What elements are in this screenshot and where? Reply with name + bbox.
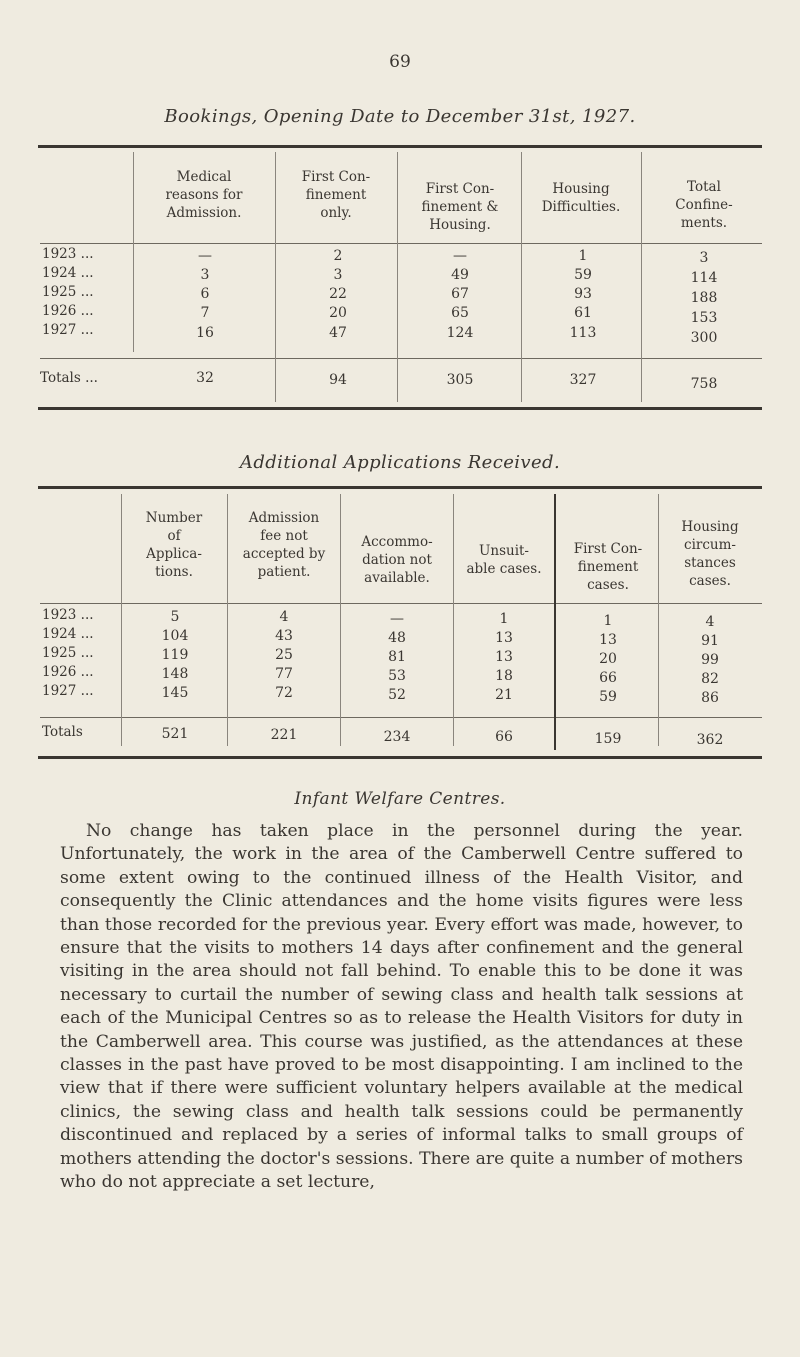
table-cell: 3	[200, 267, 210, 283]
table1-title: Bookings, Opening Date to December 31st, 1927.	[164, 106, 636, 127]
table-cell: 104	[161, 628, 189, 644]
table-cell: 72	[275, 685, 293, 701]
table-cell: 1	[499, 611, 509, 627]
total-cell: 159	[594, 731, 622, 747]
table-cell: 4	[279, 609, 289, 625]
row-year: 1925 ...	[42, 645, 94, 661]
table1-header-housing-difficulties: Housing Difficulties.	[541, 181, 621, 215]
row-year: 1923 ...	[42, 607, 94, 623]
row-year: 1923 ...	[42, 246, 94, 262]
row-year: 1925 ...	[42, 284, 94, 300]
table-cell: 86	[701, 690, 719, 706]
table2-col-divider-heavy	[554, 494, 556, 750]
table-cell: 6	[200, 286, 210, 302]
table-cell: 59	[599, 689, 617, 705]
table-cell: —	[198, 248, 212, 264]
table-cell: 2	[333, 248, 343, 264]
table-cell: 43	[275, 628, 293, 644]
table2-col-divider	[658, 494, 659, 746]
table-cell: 82	[701, 671, 719, 687]
table2-header-rule	[40, 603, 762, 604]
total-cell: 94	[329, 372, 347, 388]
table-cell: 13	[495, 649, 513, 665]
totals-label: Totals	[42, 724, 83, 740]
table1-col-divider	[275, 152, 276, 402]
table-cell: 7	[200, 305, 210, 321]
table-cell: 153	[690, 310, 718, 326]
page-number: 69	[389, 52, 411, 72]
table-cell: 1	[578, 248, 588, 264]
table-cell: 5	[170, 609, 180, 625]
table2-top-rule	[38, 486, 762, 489]
table-cell: 3	[333, 267, 343, 283]
section-heading: Infant Welfare Centres.	[294, 789, 506, 809]
table-cell: 188	[690, 290, 718, 306]
table-cell: 67	[451, 286, 469, 302]
table-cell: 22	[329, 286, 347, 302]
table-cell: 145	[161, 685, 189, 701]
row-year: 1924 ...	[42, 626, 94, 642]
table-cell: 124	[446, 325, 474, 341]
table-cell: —	[390, 611, 404, 627]
row-year: 1926 ...	[42, 303, 94, 319]
table-cell: 53	[388, 668, 406, 684]
table1-bottom-rule	[38, 407, 762, 410]
table-cell: 65	[451, 305, 469, 321]
table2-totals-rule	[40, 717, 762, 718]
table-cell: 3	[699, 250, 709, 266]
table-cell: 47	[329, 325, 347, 341]
table2-header-unsuitable: Unsuit- able cases.	[466, 543, 542, 577]
table2-header-applications: Number of Applica- tions.	[145, 510, 203, 580]
table-cell: 114	[690, 270, 718, 286]
table2-col-divider	[453, 494, 454, 746]
table-cell: 119	[161, 647, 189, 663]
table2-header-admission-fee: Admission fee not accepted by patient.	[242, 510, 326, 580]
table-cell: 13	[599, 632, 617, 648]
table-cell: 1	[603, 613, 613, 629]
row-year: 1926 ...	[42, 664, 94, 680]
table-cell: 81	[388, 649, 406, 665]
table1-col-divider	[397, 152, 398, 402]
table2-title: Additional Applications Received.	[239, 452, 561, 473]
table1-header-first-confinement: First Con- finement only.	[301, 169, 371, 221]
table1-totals-rule	[40, 358, 762, 359]
table1-col-divider	[521, 152, 522, 402]
table-cell: 49	[451, 267, 469, 283]
table-cell: 91	[701, 633, 719, 649]
row-year: 1927 ...	[42, 322, 94, 338]
table-cell: 20	[329, 305, 347, 321]
row-year: 1927 ...	[42, 683, 94, 699]
total-cell: 327	[569, 372, 597, 388]
table1-header-total: Total Confine- ments.	[675, 179, 733, 231]
table-cell: 61	[574, 305, 592, 321]
table-cell: 99	[701, 652, 719, 668]
total-cell: 362	[696, 732, 724, 748]
table2-col-divider	[121, 494, 122, 746]
totals-label: Totals ...	[40, 370, 98, 386]
table-cell: 18	[495, 668, 513, 684]
table1-top-rule	[38, 145, 762, 148]
total-cell: 66	[495, 729, 513, 745]
total-cell: 32	[196, 370, 214, 386]
table-cell: 4	[705, 614, 715, 630]
total-cell: 234	[383, 729, 411, 745]
table-cell: 16	[196, 325, 214, 341]
table-cell: 48	[388, 630, 406, 646]
table-cell: 93	[574, 286, 592, 302]
table-cell: 25	[275, 647, 293, 663]
table1-col-divider	[133, 152, 134, 352]
body-paragraph-text: No change has taken place in the personnel during the year. Unfortunately, the work in the area of the Camberwell Centre suffered to some extent owing to the continued illness of the Health Visitor, and consequently the Clinic attendances and the home visits figures were less than those recorded for the previous year. Every effort was made, however, to ensure that the visits to mothers 14 days after confinement and the general visiting in the area should not fall behind. To enable this to be done it was necessary to curtail the number of sewing class and health talk sessions at each of the Municipal Centres so as to release the Health Visitors for duty in the Camberwell area. This course was justified, as the attendances at these classes in the past have proved to be most disappointing. I am inclined to the view that if there were sufficient voluntary helpers available at the medical clinics, the sewing class and health talk sessions could be permanently discontinued and replaced by a series of informal talks to small groups of mothers attending the doctor's sessions. There are quite a number of mothers who do not appreciate a set lecture,	[60, 821, 743, 1193]
table2-header-housing: Housing circum- stances cases.	[681, 519, 739, 589]
table-cell: 66	[599, 670, 617, 686]
table-cell: 52	[388, 687, 406, 703]
total-cell: 305	[446, 372, 474, 388]
body-paragraph	[60, 820, 743, 1195]
table2-header-accommodation: Accommo- dation not available.	[361, 534, 433, 586]
table-cell: 148	[161, 666, 189, 682]
table1-header-first-confinement-housing: First Con- finement & Housing.	[421, 181, 499, 233]
table1-header-medical: Medical reasons for Admission.	[165, 169, 243, 221]
table-cell: 300	[690, 330, 718, 346]
table-cell: 77	[275, 666, 293, 682]
table2-col-divider	[340, 494, 341, 746]
total-cell: 221	[270, 727, 298, 743]
table-cell: 113	[569, 325, 597, 341]
table2-bottom-rule	[38, 756, 762, 759]
table-cell: 20	[599, 651, 617, 667]
row-year: 1924 ...	[42, 265, 94, 281]
table-cell: 59	[574, 267, 592, 283]
table1-header-rule	[40, 243, 762, 244]
table-cell: 21	[495, 687, 513, 703]
table-cell: —	[453, 248, 467, 264]
total-cell: 758	[690, 376, 718, 392]
total-cell: 521	[161, 726, 189, 742]
table2-header-first-confinement: First Con- finement cases.	[573, 541, 643, 593]
table-cell: 13	[495, 630, 513, 646]
